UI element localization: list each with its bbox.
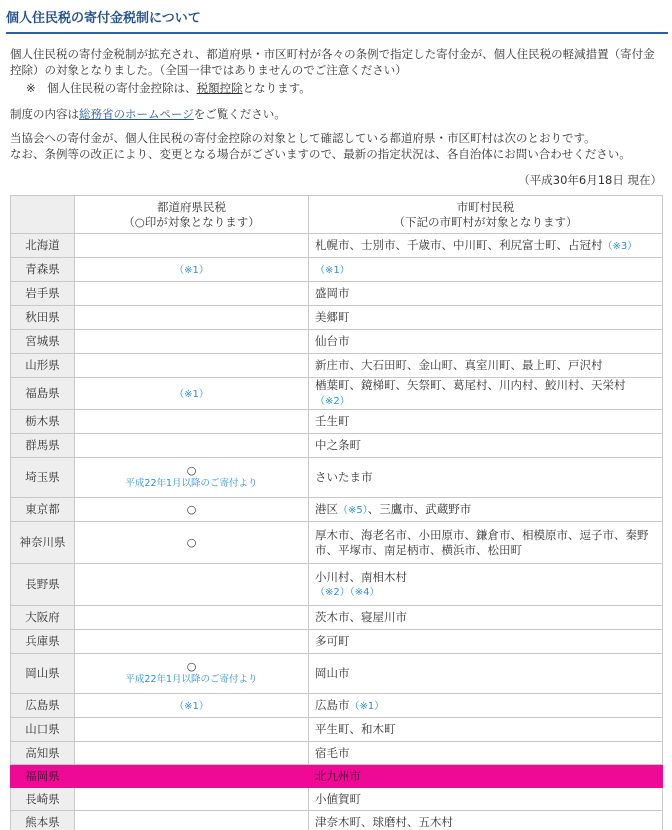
tax-credit-note (26, 80, 666, 96)
prefecture-tax-cell (75, 811, 309, 830)
status-line-1: 当協会への寄付金が、個人住民税の寄付金控除の対象として確認している都道府県・市区町村は次のとおりです。 (10, 131, 596, 145)
prefecture-name: 山口県 (11, 718, 75, 742)
city-note: （※1） (349, 700, 385, 712)
city-list-first: 港区 (315, 501, 338, 516)
target-mark: ○ (186, 536, 197, 549)
city-tax-cell: 北九州市 (309, 765, 663, 788)
table-row (11, 788, 663, 811)
prefecture-tax-cell (75, 410, 309, 434)
prefecture-name: 北海道 (11, 234, 75, 258)
table-row (11, 811, 663, 830)
city-tax-cell (309, 694, 663, 718)
prefecture-name: 福岡県 (11, 765, 75, 788)
city-list: 小川村、南相木村 (315, 569, 407, 584)
city-list: 広島市 (315, 697, 350, 712)
city-note: （※2）（※4） (315, 586, 380, 598)
city-tax-cell: 厚木市、海老名市、小田原市、鎌倉市、相模原市、逗子市、秦野市、平塚市、南足柄市、横浜市、松田町 (309, 522, 663, 564)
city-list: 、三鷹市、武蔵野市 (367, 501, 472, 516)
table-row (11, 654, 663, 694)
prefecture-name: 長野県 (11, 564, 75, 606)
table-row (11, 606, 663, 630)
prefecture-tax-cell (75, 718, 309, 742)
prefecture-name: 山形県 (11, 354, 75, 378)
city-tax-cell: 平生町、和木町 (309, 718, 663, 742)
prefecture-name: 熊本県 (11, 811, 75, 830)
prefecture-name: 兵庫県 (11, 630, 75, 654)
ministry-reference (10, 106, 666, 122)
status-line-2: なお、条例等の改正により、変更となる場合がございますので、最新の指定状況は、各自治体にお問い合わせください。 (10, 147, 631, 161)
prefecture-tax-cell (75, 306, 309, 330)
city-tax-cell: 岡山市 (309, 654, 663, 694)
target-mark: ○ (186, 660, 197, 673)
table-row (11, 378, 663, 410)
prefecture-name: 埼玉県 (11, 458, 75, 498)
header-city-tax (309, 196, 663, 234)
prefecture-name: 長崎県 (11, 788, 75, 811)
prefecture-name: 神奈川県 (11, 522, 75, 564)
prefecture-name: 大阪府 (11, 606, 75, 630)
prefecture-note: 平成22年1月以降のご寄付より (125, 478, 258, 489)
table-row (11, 282, 663, 306)
prefecture-tax-cell (75, 354, 309, 378)
table-row-highlighted (11, 765, 663, 788)
prefecture-name: 岡山県 (11, 654, 75, 694)
prefecture-name: 岩手県 (11, 282, 75, 306)
city-tax-cell: 新庄市、大石田町、金山町、真室川町、最上町、戸沢村 (309, 354, 663, 378)
city-tax-cell: 美郷町 (309, 306, 663, 330)
city-tax-cell: 多可町 (309, 630, 663, 654)
prefecture-note: （※1） (174, 700, 209, 712)
prefecture-tax-cell (75, 258, 309, 282)
prefecture-tax-cell (75, 498, 309, 522)
city-tax-cell (309, 498, 663, 522)
city-tax-cell: 仙台市 (309, 330, 663, 354)
prefecture-tax-cell (75, 788, 309, 811)
prefecture-note: （※1） (174, 388, 209, 400)
prefecture-tax-cell (75, 694, 309, 718)
ministry-reference-prefix: 制度の内容は (10, 107, 79, 121)
page-title: 個人住民税の寄付金税制について (6, 11, 668, 34)
header-city-tax-title: 市町村民税 (456, 199, 515, 214)
city-note: （※5） (338, 504, 368, 516)
prefecture-tax-cell (75, 282, 309, 306)
target-mark: ○ (186, 503, 197, 516)
municipality-table (10, 195, 663, 830)
prefecture-name: 栃木県 (11, 410, 75, 434)
tax-credit-term: 税額控除 (196, 81, 243, 95)
city-list: 楢葉町、鏡梯町、矢祭町、葛尾村、川内村、鮫川村、天栄村 (315, 378, 626, 392)
city-note: （※1） (315, 264, 350, 276)
city-tax-cell (309, 258, 663, 282)
prefecture-tax-cell (75, 330, 309, 354)
prefecture-name: 高知県 (11, 742, 75, 765)
prefecture-tax-cell (75, 458, 309, 498)
prefecture-tax-cell (75, 434, 309, 458)
city-tax-cell: 宿毛市 (309, 742, 663, 765)
prefecture-tax-cell (75, 522, 309, 564)
city-tax-cell (309, 234, 663, 258)
table-row (11, 458, 663, 498)
header-prefecture-tax-sub: （○印が対象となります） (123, 214, 260, 229)
ministry-homepage-link[interactable]: 総務省のホームページ (79, 107, 194, 121)
city-tax-cell (309, 564, 663, 606)
prefecture-tax-cell (75, 564, 309, 606)
prefecture-note: 平成22年1月以降のご寄付より (125, 674, 258, 685)
table-row (11, 564, 663, 606)
prefecture-name: 群馬県 (11, 434, 75, 458)
header-corner (11, 196, 75, 234)
prefecture-note: （※1） (174, 264, 209, 276)
target-mark: ○ (186, 464, 197, 477)
prefecture-name: 秋田県 (11, 306, 75, 330)
city-tax-cell (309, 378, 663, 410)
table-row (11, 354, 663, 378)
tax-credit-note-prefix: ※ 個人住民税の寄付金控除は、 (26, 81, 197, 95)
city-tax-cell: 中之条町 (309, 434, 663, 458)
prefecture-name: 広島県 (11, 694, 75, 718)
prefecture-name: 福島県 (11, 378, 75, 410)
prefecture-tax-cell (75, 378, 309, 410)
table-row (11, 306, 663, 330)
prefecture-tax-cell (75, 630, 309, 654)
header-city-tax-sub: （下記の市町村が対象となります） (393, 214, 578, 229)
table-row (11, 630, 663, 654)
city-tax-cell: 津奈木町、球磨村、五木村 (309, 811, 663, 830)
prefecture-tax-cell (75, 654, 309, 694)
table-row (11, 258, 663, 282)
header-prefecture-tax (75, 196, 309, 234)
city-tax-cell: さいたま市 (309, 458, 663, 498)
table-row (11, 434, 663, 458)
prefecture-tax-cell (75, 606, 309, 630)
prefecture-tax-cell (75, 742, 309, 765)
header-prefecture-tax-title: 都道府県民税 (157, 199, 226, 214)
city-note: （※3） (602, 240, 638, 252)
tax-credit-note-suffix: となります。 (242, 81, 311, 95)
city-list: 札幌市、士別市、千歳市、中川町、利尻富士町、占冠村 (315, 237, 603, 252)
status-paragraph (10, 130, 666, 162)
table-row (11, 718, 663, 742)
city-note: （※2） (315, 396, 350, 407)
prefecture-name: 青森県 (11, 258, 75, 282)
intro-paragraph: 個人住民税の寄付金税制が拡充され、都道府県・市区町村が各々の条例で指定した寄付金が、個人住民税の軽減措置（寄付金控除）の対象となりました。（全国一律ではありませんのでご注意ください） (10, 47, 655, 77)
prefecture-tax-cell (75, 234, 309, 258)
table-row (11, 522, 663, 564)
table-row (11, 410, 663, 434)
table-row (11, 498, 663, 522)
city-tax-cell: 茨木市、寝屋川市 (309, 606, 663, 630)
ministry-reference-suffix: をご覧ください。 (193, 107, 286, 121)
table-row (11, 234, 663, 258)
table-row (11, 330, 663, 354)
as-of-date: （平成30年6月18日 現在） (518, 173, 662, 187)
city-tax-cell: 小値賀町 (309, 788, 663, 811)
prefecture-tax-cell (75, 765, 309, 788)
city-tax-cell: 盛岡市 (309, 282, 663, 306)
prefecture-name: 宮城県 (11, 330, 75, 354)
table-row (11, 694, 663, 718)
city-tax-cell: 壬生町 (309, 410, 663, 434)
prefecture-name: 東京都 (11, 498, 75, 522)
table-row (11, 742, 663, 765)
